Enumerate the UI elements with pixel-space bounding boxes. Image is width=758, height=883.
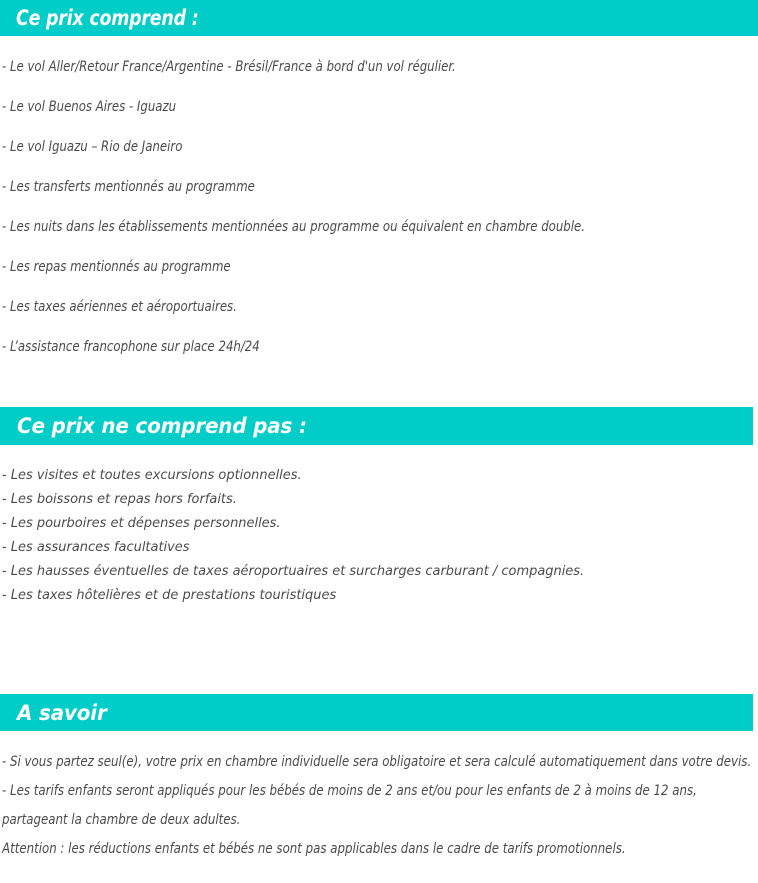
- list-item: - Les visites et toutes excursions optionnelles.: [2, 467, 302, 483]
- list-item: - Le vol Aller/Retour France/Argentine - Brésil/France à bord d'un vol régulier.: [2, 59, 456, 75]
- list-item: - Les transferts mentionnés au programme: [2, 179, 255, 195]
- list-item: - L’assistance francophone sur place 24h/24: [2, 339, 260, 355]
- list-item: - Les taxes aériennes et aéroportuaires.: [2, 299, 237, 315]
- section-header-included: [0, 0, 758, 36]
- list-item: - Les hausses éventuelles de taxes aéroportuaires et surcharges carburant / compagnies.: [2, 563, 585, 579]
- section-title-notice: A savoir: [17, 700, 107, 725]
- list-item: - Les nuits dans les établissements mentionnées au programme ou équivalent en chambre double.: [2, 219, 585, 235]
- notice-paragraph: Attention : les réductions enfants et bébés ne sont pas applicables dans le cadre de tarifs promotionnels.: [2, 841, 626, 857]
- notice-paragraph: - Si vous partez seul(e), votre prix en chambre individuelle sera obligatoire et sera calculé automatiquement dans votre devis.: [2, 754, 752, 770]
- list-item: - Les pourboires et dépenses personnelles.: [2, 515, 281, 531]
- notice-paragraph: - Les tarifs enfants seront appliqués pour les bébés de moins de 2 ans et/ou pour les enfants de 2 à moins de 12 ans, partageant la chambre de deux adultes.: [2, 783, 697, 828]
- list-item: - Le vol Iguazu – Rio de Janeiro: [2, 139, 183, 155]
- list-item: - Les boissons et repas hors forfaits.: [2, 491, 237, 507]
- list-item: - Les repas mentionnés au programme: [2, 259, 231, 275]
- list-item: - Les assurances facultatives: [2, 539, 190, 555]
- section-header-excluded: [0, 407, 753, 445]
- list-item: - Le vol Buenos Aires - Iguazu: [2, 99, 177, 115]
- section-title-included: Ce prix comprend :: [16, 6, 199, 30]
- section-header-notice: [0, 694, 753, 731]
- list-item: - Les taxes hôtelières et de prestations touristiques: [2, 587, 337, 603]
- section-title-excluded: Ce prix ne comprend pas :: [17, 414, 307, 438]
- notice-list: [0, 748, 756, 864]
- included-list: [0, 47, 758, 367]
- excluded-list: [0, 463, 758, 607]
